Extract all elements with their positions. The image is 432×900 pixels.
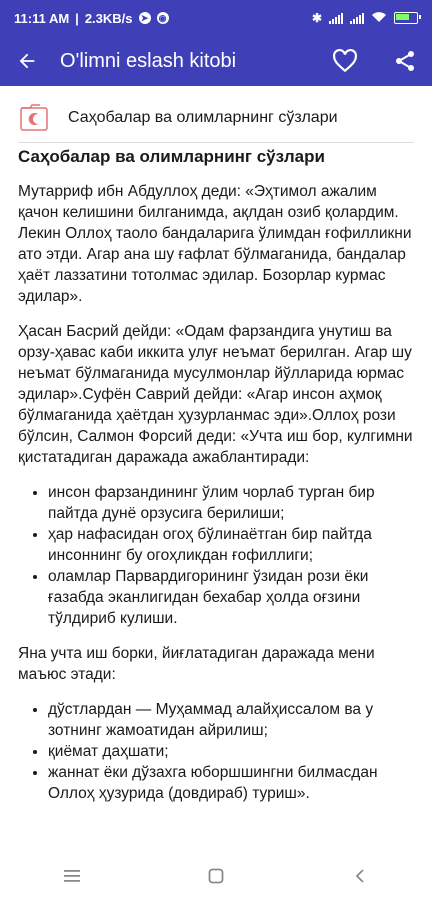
telegram-icon: ➤ — [139, 12, 151, 24]
back-nav-icon[interactable] — [340, 864, 380, 888]
list-item: • ҳар нафасидан огоҳ бўлинаётган бир пайтда инсоннинг бу огоҳликдан ғофиллиги; — [48, 524, 414, 566]
back-arrow-icon[interactable] — [12, 46, 42, 76]
paragraph-3: Яна учта иш борки, йиғлатадиган даражада мени маъюс этади: — [18, 645, 375, 683]
paragraph-1: Мутарриф ибн Абдуллоҳ деди: «Эҳтимол ажалим қачон келишини билганимда, ақлдан озиб қолардим. Лекин Оллоҳ таоло бандаларига ўлимдан ғофилликни ато этди. Агар ана шу ғафлат бўлмаганида, бандалар ҳаёт лаззатини тотолмас эдилар. Бозорлар курмас эдилар». — [18, 183, 412, 305]
article-content — [18, 100, 414, 818]
share-icon[interactable] — [390, 46, 420, 76]
list-item: • жаннат ёки дўзахга юборшшингни билмасдан Оллоҳ ҳузурида (довдираб) туриш». — [48, 762, 414, 804]
app-bar — [0, 36, 432, 86]
wifi-icon — [371, 11, 387, 26]
list-item: • оламлар Парвардигорининг ўзидан рози ёки ғазабда эканлигидан бехабар ҳолда оғзини тўлдириб кулиши. — [48, 566, 414, 629]
system-nav-bar — [0, 852, 432, 900]
header-divider — [18, 142, 414, 143]
status-separator: | — [75, 10, 79, 26]
page-title: O'limni eslash kitobi — [60, 49, 237, 72]
chapter-header — [18, 100, 414, 136]
status-network-speed: 2.3KB/s — [84, 10, 133, 26]
chapter-book-icon — [18, 102, 50, 134]
signal-icon-2 — [350, 13, 364, 24]
list-item: • инсон фарзандининг ўлим чорлаб турган бир пайтда дунё орзусига берилиши; — [48, 482, 414, 524]
list-1 — [18, 482, 414, 629]
section-heading: Саҳобалар ва олимларнинг сўзлари — [18, 147, 325, 166]
paragraph-2: Ҳасан Басрий дейди: «Одам фарзандига унутиш ва орзу-ҳавас каби иккита улуғ неъмат берилган. Агар шу неъмат бўлмаганида мусулмонлар йўлларида юрмас эдилар».Суфён Саврий дейди: «Агар инсон аҳмоқ бўлмаганида ҳаётдан ҳузурланмас эди».Оллоҳ рози бўлсин, Салмон Форсий деди: «Учта иш бор, кулгимни қистатадиган даражада ажаблантиради: — [18, 323, 413, 466]
battery-icon — [394, 12, 418, 24]
list-2 — [18, 699, 414, 804]
bluetooth-icon: ✱ — [311, 11, 322, 25]
list-item: • қиёмат даҳшати; — [48, 741, 414, 762]
list-item: • дўстлардан — Муҳаммад алайҳиссалом ва у зотнинг жамоатидан айрилиш; — [48, 699, 414, 741]
chapter-header-title: Саҳобалар ва олимларнинг сўзлари — [68, 109, 338, 126]
status-time: 11:11 AM — [14, 10, 70, 26]
signal-icon — [329, 13, 343, 24]
heart-icon[interactable] — [330, 46, 360, 76]
app-notification-icon: ◉ — [157, 12, 169, 24]
status-bar — [0, 0, 432, 36]
menu-icon[interactable] — [52, 864, 92, 888]
home-icon[interactable] — [196, 864, 236, 888]
